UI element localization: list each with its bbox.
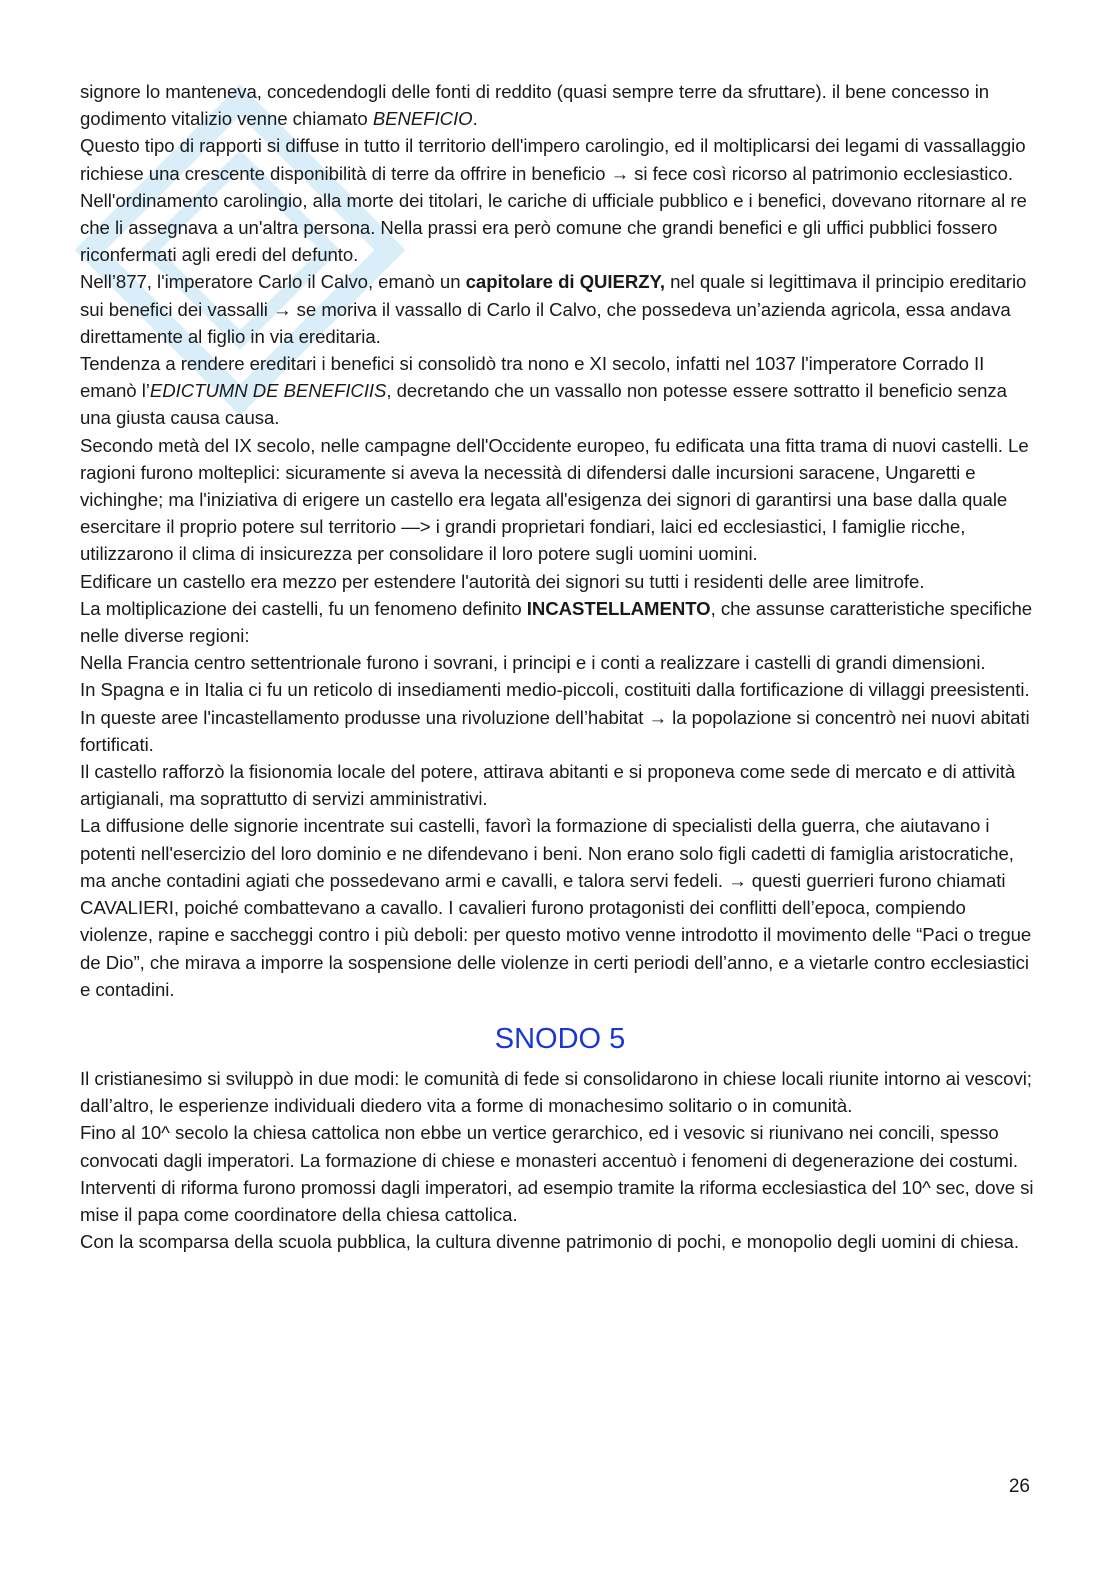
text-span: Nell’877, l'imperatore Carlo il Calvo, emanò un xyxy=(80,271,466,293)
section-heading-snodo-5: SNODO 5 xyxy=(494,1022,626,1055)
text-span: , che assunse caratteristiche specifiche nelle diverse regioni: xyxy=(80,597,1033,647)
paragraph-habitat: In queste aree l'incastellamento produsse una rivoluzione dell’habitat → la popolazione si concentrò nei nuovi abitati fortificati. xyxy=(80,706,1030,755)
paragraph-cavalieri: La diffusione delle signorie incentrate sui castelli, favorì la formazione di specialisti della guerra, che aiutavano i potenti nell'esercizio del loro dominio e ne difendevano i beni. Non erano solo figli cadetti di famiglia aristocratiche, ma anche contadini agiati che possedevano armi e cavalli, e talora servi fedeli. → questi guerrieri furono chiamati CAVALIERI, poiché combattevano a cavallo. I cavalieri furono protagonisti dei conflitti dell’epoca, compiendo violenze, rapine e saccheggi contro i più deboli: per questo motivo venne introdotto il movimento delle “Paci o tregue de Dio”, che mirava a imporre la sospensione delle violenze in certi periodi dell’anno, e a vietarle contro ecclesiastici e contadini. xyxy=(80,815,1032,1000)
paragraph-quierzy xyxy=(80,268,1040,350)
paragraph-chiesa-cattolica: Fino al 10^ secolo la chiesa cattolica non ebbe un vertice gerarchico, ed i vesovic si riunivano nei concili, spesso convocati dagli imperatori. La formazione di chiese e monasteri accentuò i fenomeni di degenerazione dei costumi. xyxy=(80,1122,1018,1171)
bold-term-incastellamento: INCASTELLAMENTO xyxy=(526,597,711,619)
text-span: , decretando che un vassallo non potesse essere sottratto il beneficio senza una giusta causa causa. xyxy=(80,380,1007,429)
paragraph-cultura: Con la scomparsa della scuola pubblica, la cultura divenne patrimonio di pochi, e monopolio degli uomini di chiesa. xyxy=(80,1231,1019,1253)
paragraph-incastellamento xyxy=(80,595,1040,649)
text-span: . xyxy=(472,108,478,130)
paragraph-ordinamento-carolingio: Nell'ordinamento carolingio, alla morte dei titolari, le cariche di ufficiale pubblico e i benefici, dovevano ritornare al re che li assegnava a un'altra persona. Nella prassi era però comune che grandi benefici e gli uffici pubblici fossero riconfermati agli eredi del defunto. xyxy=(80,189,1027,266)
paragraph-edictum xyxy=(80,350,1040,432)
text-span: Tendenza a rendere ereditari i benefici si consolidò tra nono e XI secolo, infatti nel 1037 l'imperatore Corrado II emanò l’ xyxy=(80,353,985,402)
text-span: nel quale si legittimava il principio ereditario sui benefici dei vassalli → se moriva il vassallo di Carlo il Calvo, che possedeva un’azienda agricola, essa andava direttamente al figlio in via ereditaria. xyxy=(80,271,1027,347)
paragraph-riforma: Interventi di riforma furono promossi dagli imperatori, ad esempio tramite la riforma ecclesiastica del 10^ sec, dove si mise il papa come coordinatore della chiesa cattolica. xyxy=(80,1176,1034,1225)
bold-term-quierzy: capitolare di QUIERZY, xyxy=(465,271,665,293)
paragraph-edificare-castello: Edificare un castello era mezzo per estendere l'autorità dei signori su tutti i residenti delle aree limitrofe. xyxy=(80,570,925,592)
paragraph-spagna-italia: In Spagna e in Italia ci fu un reticolo di insediamenti medio-piccoli, costituiti dalla fortificazione di villaggi preesistenti. xyxy=(80,679,1030,701)
page-number: 26 xyxy=(1008,1476,1030,1497)
paragraph-francia: Nella Francia centro settentrionale furono i sovrani, i principi e i conti a realizzare i castelli di grandi dimensioni. xyxy=(80,652,986,674)
paragraph-vassallaggio: Questo tipo di rapporti si diffuse in tutto il territorio dell'impero carolingio, ed il moltiplicarsi dei legami di vassallaggio richiese una crescente disponibilità di terre da offrire in beneficio → si fece così ricorso al patrimonio ecclesiastico. xyxy=(80,135,1026,184)
paragraph-castelli: Secondo metà del IX secolo, nelle campagne dell'Occidente europeo, fu edificata una fitta trama di nuovi castelli. Le ragioni furono molteplici: sicuramente si aveva la necessità di difendersi dalle incursioni saracene, Ungaretti e vichinghe; ma l'iniziativa di erigere un castello era legata all'esigenza dei signori di garantirsi una base dalla quale esercitare il proprio potere sul territorio —> i grandi proprietari fondiari, laici ed ecclesiastici, I famiglie ricche, utilizzarono il clima di insicurezza per consolidare il loro potere sugli uomini uomini. xyxy=(80,434,1029,565)
italic-term-edictum: EDICTUMN DE BENEFICIIS xyxy=(149,380,387,402)
document-page xyxy=(80,78,1040,1255)
paragraph-castello-potere: Il castello rafforzò la fisionomia locale del potere, attirava abitanti e si proponeva come sede di mercato e di attività artigianali, ma soprattutto di servizi amministrativi. xyxy=(80,761,1016,810)
text-span: signore lo manteneva, concedendogli delle fonti di reddito (quasi sempre terre da sfruttare). il bene concesso in godimento vitalizio venne chiamato xyxy=(80,81,990,130)
paragraph-beneficio xyxy=(80,78,1040,132)
text-span: La moltiplicazione dei castelli, fu un fenomeno definito xyxy=(80,597,527,619)
italic-term-beneficio: BENEFICIO xyxy=(372,108,473,130)
paragraph-cristianesimo: Il cristianesimo si sviluppò in due modi: le comunità di fede si consolidarono in chiese locali riunite intorno ai vescovi; dall’altro, le esperienze individuali diedero vita a forme di monachesimo solitario o in comunità. xyxy=(80,1067,1032,1117)
